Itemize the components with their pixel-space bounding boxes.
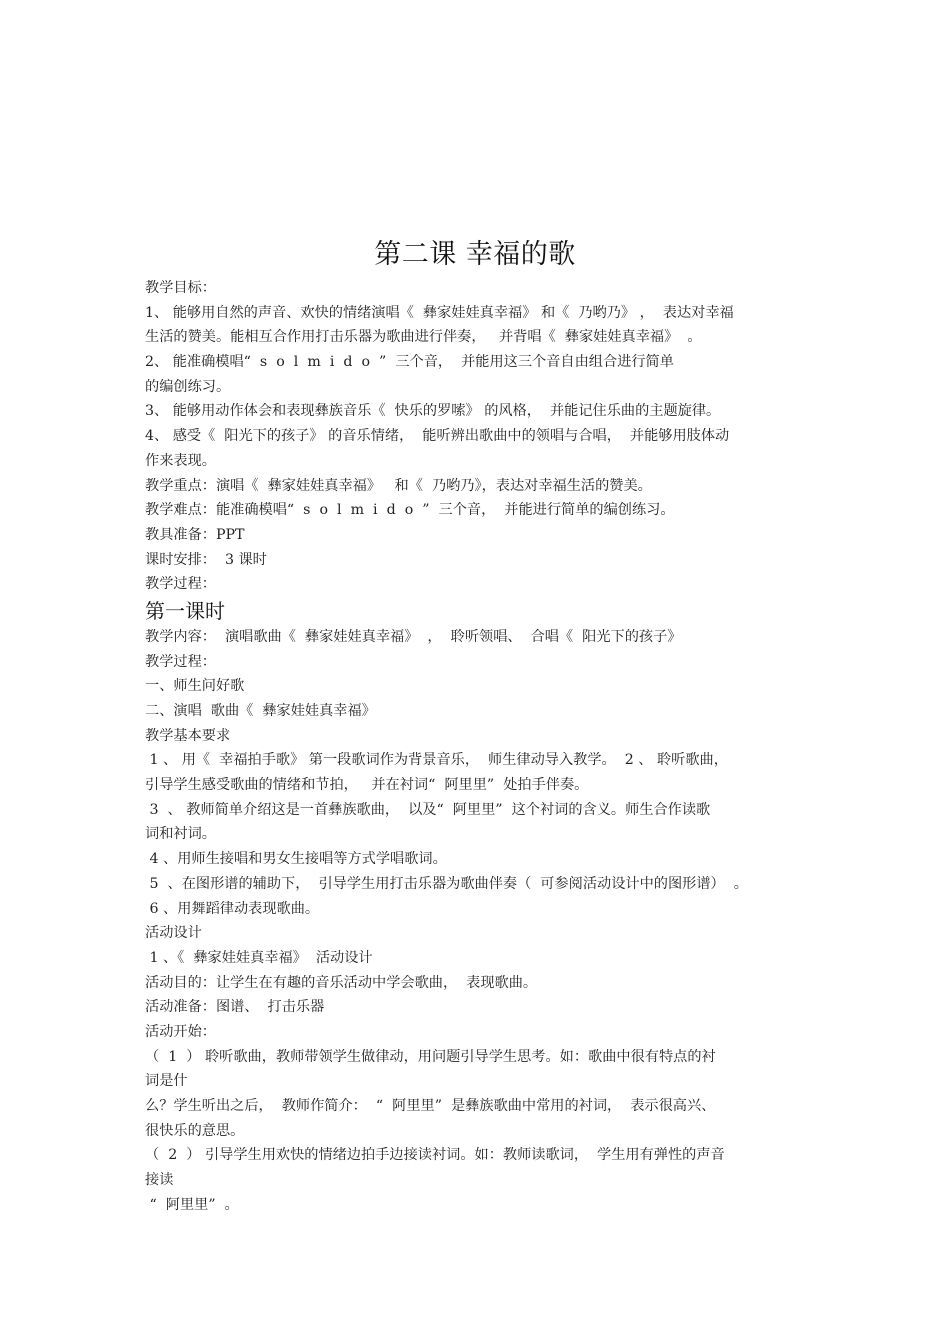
text-line: 活动设计 bbox=[145, 925, 202, 942]
text-line: 教学内容： 演唱歌曲《 彝家娃娃真幸福》 ， 聆听领唱、 合唱《 阳光下的孩子》 bbox=[145, 628, 682, 645]
text-line: “ 阿里里” 。 bbox=[145, 1196, 239, 1213]
text-line: 2、 能准确模唱“ s o l m i d o ” 三个音， 并能用这三个音自由组合进行简单 bbox=[145, 354, 674, 371]
text-line: 很快乐的意思。 bbox=[145, 1122, 245, 1139]
text-line: 1、 能够用自然的声音、欢快的情绪演唱《 彝家娃娃真幸福》 和《 乃哟乃》 ， 表达对幸福 bbox=[145, 304, 734, 321]
text-line: 教学过程： bbox=[145, 576, 216, 593]
text-line: 活动开始： bbox=[145, 1023, 216, 1040]
text-line: 接读 bbox=[145, 1172, 174, 1189]
text-line: 教学目标： bbox=[145, 280, 216, 296]
text-line: 3 、 教师简单介绍这是一首彝族歌曲， 以及“ 阿里里” 这个衬词的含义。师生合作读歌 bbox=[145, 801, 711, 818]
text-line: 二、演唱 歌曲《 彝家娃娃真幸福》 bbox=[145, 703, 376, 719]
text-line: 词和衬词。 bbox=[145, 826, 216, 843]
text-line: 6 、用舞蹈律动表现歌曲。 bbox=[145, 900, 320, 917]
text-line: 教学过程： bbox=[145, 653, 216, 670]
text-line: 作来表现。 bbox=[145, 452, 216, 469]
text-line: 教具准备：PPT bbox=[145, 526, 245, 543]
text-line: 4、 感受《 阳光下的孩子》 的音乐情绪， 能听辨出歌曲中的领唱与合唱， 并能够用肢体动 bbox=[145, 428, 730, 445]
text-line: 生活的赞美。能相互合作用打击乐器为歌曲进行伴奏， 并背唱《 彝家娃娃真幸福》 。 bbox=[145, 329, 702, 346]
document-body bbox=[145, 276, 825, 1217]
text-line: 一、师生问好歌 bbox=[145, 678, 245, 695]
text-line: 活动目的：让学生在有趣的音乐活动中学会歌曲， 表现歌曲。 bbox=[145, 974, 538, 991]
text-line: （ 2 ） 引导学生用欢快的情绪边拍手边接读衬词。如：教师读歌词， 学生用有弹性的声音 bbox=[145, 1147, 725, 1164]
text-line: 1 、《 彝家娃娃真幸福》 活动设计 bbox=[145, 949, 373, 966]
text-line: 课时安排： 3 课时 bbox=[145, 551, 267, 568]
text-line: 词是什 bbox=[145, 1073, 188, 1090]
text-line: 教学基本要求 bbox=[145, 727, 231, 744]
text-line: 活动准备：图谱、 打击乐器 bbox=[145, 999, 325, 1016]
text-line: 的编创练习。 bbox=[145, 378, 231, 395]
section-heading: 第一课时 bbox=[145, 598, 225, 623]
text-line: 么？学生听出之后， 教师作简介： “ 阿里里” 是彝族歌曲中常用的衬词， 表示很高兴、 bbox=[145, 1098, 716, 1114]
text-line: 1 、 用《 幸福拍手歌》 第一段歌词作为背景音乐， 师生律动导入教学。 2 、 聆听歌曲， bbox=[145, 752, 728, 769]
text-line: 5 、在图形谱的辅助下， 引导学生用打击乐器为歌曲伴奏（ 可参阅活动设计中的图形谱） 。 bbox=[145, 875, 748, 892]
text-line: 3、 能够用动作体会和表现彝族音乐《 快乐的罗嗦》 的风格， 并能记住乐曲的主题旋律。 bbox=[145, 403, 721, 420]
text-line: 教学难点：能准确模唱“ s o l m i d o ” 三个音， 并能进行简单的编创练习。 bbox=[145, 502, 675, 519]
text-line: 教学重点：演唱《 彝家娃娃真幸福》 和《 乃哟乃》，表达对幸福生活的赞美。 bbox=[145, 477, 652, 494]
text-line: 引导学生感受歌曲的情绪和节拍， 并在衬词“ 阿里里” 处拍手伴奏。 bbox=[145, 777, 589, 794]
document-title: 第二课 幸福的歌 bbox=[374, 239, 576, 270]
text-line: 4 、用师生接唱和男女生接唱等方式学唱歌词。 bbox=[145, 851, 447, 868]
text-line: （ 1 ） 聆听歌曲，教师带领学生做律动，用问题引导学生思考。如：歌曲中很有特点的衬 bbox=[145, 1048, 716, 1065]
